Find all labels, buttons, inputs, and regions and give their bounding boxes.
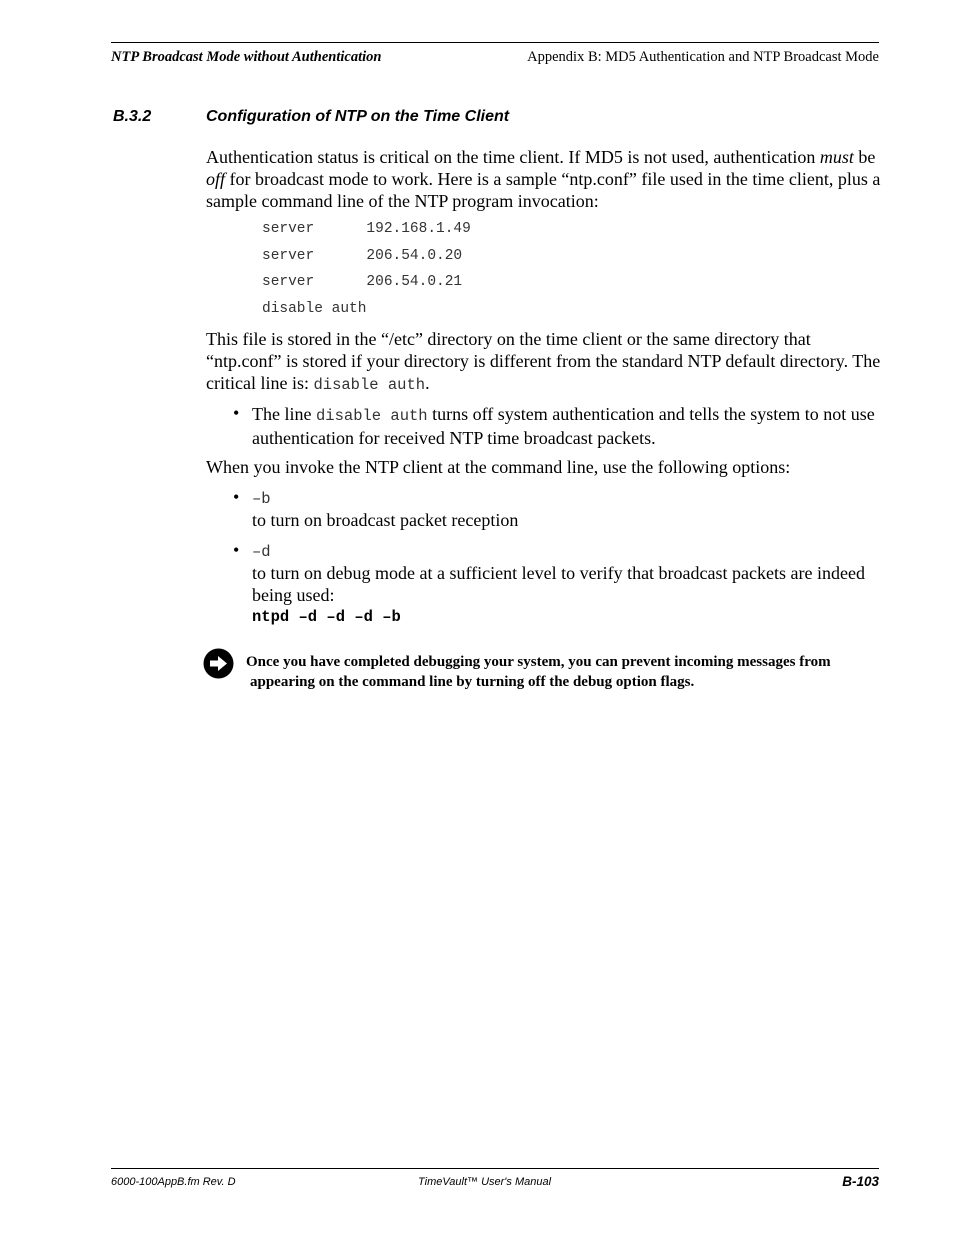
footer-rule [111,1168,879,1169]
section-title: Configuration of NTP on the Time Client [206,108,510,125]
invoke-paragraph: When you invoke the NTP client at the command line, use the following options: [206,457,791,477]
option-flag-b: –b [252,490,271,508]
intro-paragraph: Authentication status is critical on the time client. If MD5 is not used, authentication must be off for broadcast mode to work. Here is a sample “ntp.conf” file used in the time client, plus a sample command line of the NTP program invocation: [206,147,881,211]
option-flag-d: –d [252,543,271,561]
config-line-2: server 206.54.0.20 [262,248,463,264]
bullet-disable-auth: The line disable auth turns off system authentication and tells the system to not use authentication for received NTP time broadcast packets. [252,404,875,448]
note-line-2: appearing on the command line by turning off the debug option flags. [250,674,695,690]
inline-code-disable-auth: disable auth [313,376,426,394]
page-number: B-103 [842,1174,879,1189]
header-rule [111,42,879,43]
footer-filename: 6000-100AppB.fm Rev. D [111,1176,236,1188]
bullet-symbol: • [233,487,240,507]
config-line-4: disable auth [262,301,367,317]
emphasis-must: must [819,147,854,167]
option-desc-b: to turn on broadcast packet reception [252,510,519,530]
config-line-1: server 192.168.1.49 [262,221,471,237]
note-line-1: Once you have completed debugging your system, you can prevent incoming messages from [246,654,831,670]
config-line-3: server 206.54.0.21 [262,274,463,290]
option-desc-d: to turn on debug mode at a sufficient level to verify that broadcast packets are indeed being used: [252,563,865,605]
emphasis-off: off [206,169,226,189]
bullet-symbol: • [233,540,240,560]
running-header-right: Appendix B: MD5 Authentication and NTP Broadcast Mode [527,49,879,65]
section-number: B.3.2 [113,108,152,125]
bullet-symbol: • [233,403,240,423]
inline-code-disable-auth: disable auth [315,407,428,425]
footer-manual-title: TimeVault™ User's Manual [418,1176,552,1188]
file-location-paragraph: This file is stored in the “/etc” directory on the time client or the same directory that “ntp.conf” is stored if your directory is different from the standard NTP default directory. The critical line is: disable auth. [206,329,881,394]
note-text [246,652,876,692]
arrow-right-circle-icon [203,648,234,679]
running-header-left: NTP Broadcast Mode without Authentication [111,49,382,65]
example-command: ntpd –d –d –d –b [252,608,401,626]
